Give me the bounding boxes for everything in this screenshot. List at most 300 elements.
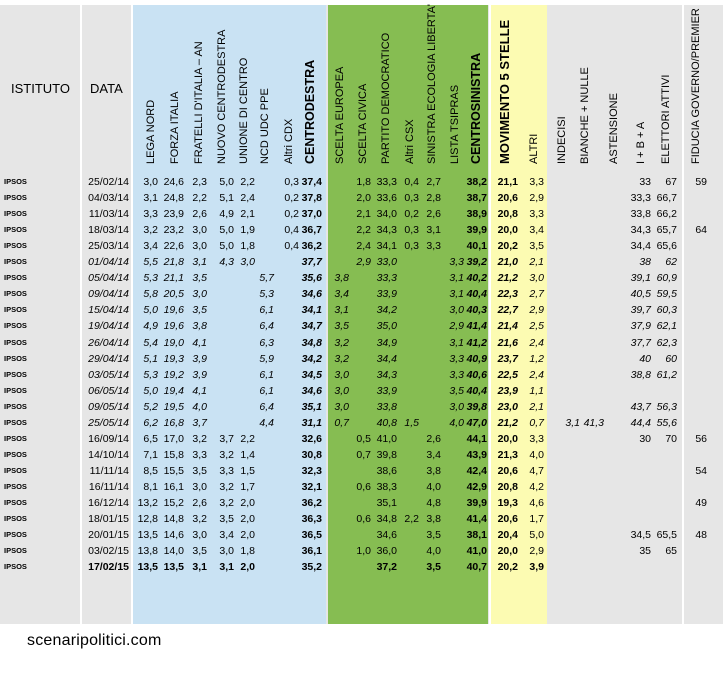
column-header-pd: PARTITO DEMOCRATICO (380, 32, 392, 164)
cell-m5s: 21,4 (497, 320, 518, 333)
cell-lega: 13,8 (137, 545, 158, 558)
cell-tsipras: 2,9 (449, 320, 464, 333)
cell-altricsx: 0,2 (404, 208, 419, 221)
row-date: 06/05/14 (88, 384, 129, 397)
cell-udc: 2,0 (240, 529, 255, 542)
cell-lega: 3,1 (143, 192, 158, 205)
column-header-fi: FORZA ITALIA (169, 91, 181, 164)
row-date: 03/02/15 (88, 545, 129, 558)
column-header-sceu: SCELTA EUROPEA (334, 66, 346, 164)
cell-fid: 48 (695, 529, 707, 542)
cell-scc: 0,7 (356, 448, 371, 461)
cell-m5s: 23,0 (497, 400, 518, 413)
cell-cdx: 34,8 (301, 336, 322, 349)
cell-iba: 39,1 (630, 272, 651, 285)
cell-m5s: 23,7 (497, 352, 518, 365)
cell-sceu: 3,0 (334, 384, 349, 397)
cell-csx: 40,9 (466, 352, 487, 365)
cell-altri: 4,0 (529, 448, 544, 461)
row-date: 01/04/14 (88, 256, 129, 269)
cell-fdi: 4,0 (192, 400, 207, 413)
cell-m5s: 22,7 (497, 304, 518, 317)
cell-cdx: 32,1 (301, 480, 322, 493)
row-date: 19/04/14 (88, 320, 129, 333)
row-istituto: IPSOS (4, 562, 27, 572)
cell-m5s: 20,8 (497, 480, 518, 493)
cell-sel: 3,4 (426, 448, 441, 461)
cell-sel: 3,5 (426, 561, 441, 574)
cell-ncd: 3,2 (219, 497, 234, 509)
cell-fi: 17,0 (163, 432, 184, 445)
cell-ast: 41,3 (583, 416, 604, 429)
cell-m5s: 20,8 (497, 208, 518, 221)
cell-ncdudc: 4,4 (259, 416, 274, 429)
cell-fi: 22,6 (163, 240, 184, 253)
cell-csx: 38,1 (466, 529, 487, 542)
cell-altri: 4,7 (529, 464, 544, 477)
cell-tsipras: 3,3 (449, 368, 464, 381)
column-header-altricsx: Altri CSX (404, 119, 416, 164)
row-date: 11/11/14 (89, 464, 129, 477)
cell-cdx: 34,6 (301, 288, 322, 301)
cell-ncdudc: 6,4 (259, 400, 274, 413)
row-istituto: IPSOS (4, 465, 27, 475)
cell-pd: 35,1 (376, 497, 397, 509)
cell-m5s: 20,6 (497, 513, 518, 526)
column-header-indecisi: INDECISI (556, 116, 568, 164)
cell-udc: 3,0 (240, 256, 255, 269)
row-istituto: IPSOS (4, 514, 27, 524)
column-header-att: ELETTORI ATTIVI (660, 74, 672, 164)
cell-m5s: 20,6 (497, 192, 518, 205)
cell-sceu: 3,4 (334, 288, 349, 301)
cell-fdi: 2,6 (192, 497, 207, 509)
cell-csx: 39,9 (466, 224, 487, 237)
cell-cdx: 35,2 (301, 561, 322, 574)
cell-cdx: 35,6 (301, 272, 322, 285)
cell-iba: 43,7 (630, 400, 651, 413)
cell-pd: 33,9 (376, 288, 397, 301)
cell-altri: 3,3 (529, 432, 544, 445)
cell-pd: 34,2 (376, 304, 397, 317)
column-header-ncd: NUOVO CENTRODESTRA (216, 29, 228, 164)
cell-fi: 14,6 (163, 529, 184, 542)
row-istituto: IPSOS (4, 337, 27, 347)
cell-tsipras: 3,1 (449, 336, 464, 349)
cell-sel: 4,0 (426, 545, 441, 558)
row-istituto: IPSOS (4, 225, 27, 235)
cell-fid: 54 (695, 464, 707, 477)
cell-fi: 15,2 (163, 497, 184, 509)
row-istituto: IPSOS (4, 498, 27, 507)
row-istituto: IPSOS (4, 209, 27, 219)
cell-sel: 4,0 (426, 480, 441, 493)
cell-ncd: 3,0 (219, 545, 234, 558)
cell-csx: 47,0 (466, 416, 487, 429)
cell-udc: 2,2 (240, 432, 255, 445)
row-istituto: IPSOS (4, 193, 27, 203)
cell-csx: 39,8 (466, 400, 487, 413)
cell-m5s: 20,0 (497, 432, 518, 445)
cell-att: 59,5 (656, 288, 677, 301)
cell-csx: 44,1 (466, 432, 487, 445)
row-istituto: IPSOS (4, 257, 27, 267)
cell-att: 65,5 (656, 529, 677, 542)
cell-sel: 3,1 (426, 224, 441, 237)
cell-csx: 38,7 (466, 192, 487, 205)
cell-att: 65 (665, 545, 677, 558)
cell-m5s: 20,2 (497, 561, 518, 574)
cell-pd: 39,8 (376, 448, 397, 461)
centrosinistra-band (328, 5, 488, 624)
cell-cdx: 37,8 (301, 192, 322, 205)
cell-fi: 23,9 (163, 208, 184, 221)
row-date: 16/12/14 (88, 497, 129, 509)
row-date: 14/10/14 (88, 448, 129, 461)
column-separator (131, 5, 133, 624)
cell-altricdx: 0,3 (284, 176, 299, 188)
row-date: 17/02/15 (88, 561, 129, 574)
cell-csx: 43,9 (466, 448, 487, 461)
cell-m5s: 21,0 (497, 256, 518, 269)
cell-ncdudc: 6,3 (259, 336, 274, 349)
cell-altri: 2,4 (529, 336, 544, 349)
cell-cdx: 36,7 (301, 224, 322, 237)
row-date: 26/04/14 (88, 336, 129, 349)
cell-fdi: 3,3 (192, 448, 207, 461)
cell-udc: 1,7 (240, 480, 255, 493)
cell-udc: 2,4 (240, 192, 255, 205)
cell-altri: 2,1 (529, 400, 544, 413)
cell-ncd: 3,4 (219, 529, 234, 542)
cell-pd: 38,6 (376, 464, 397, 477)
cell-pd: 36,0 (376, 545, 397, 558)
cell-iba: 34,3 (630, 224, 651, 237)
cell-udc: 2,1 (240, 208, 255, 221)
cell-fdi: 3,5 (192, 272, 207, 285)
cell-cdx: 32,3 (301, 464, 322, 477)
cell-csx: 42,9 (466, 480, 487, 493)
cell-udc: 1,4 (240, 448, 255, 461)
cell-fi: 14,0 (163, 545, 184, 558)
cell-csx: 41,2 (466, 336, 487, 349)
column-header-sel: SINISTRA ECOLOGIA LIBERTA' (426, 3, 438, 164)
cell-iba: 39,7 (630, 304, 651, 317)
column-header-iba: I + B + A (635, 121, 647, 164)
cell-pd: 34,9 (376, 336, 397, 349)
cell-fi: 24,8 (163, 192, 184, 205)
cell-fdi: 3,5 (192, 545, 207, 558)
cell-lega: 13,5 (137, 561, 158, 574)
cell-att: 60,9 (656, 272, 677, 285)
cell-altri: 4,2 (529, 480, 544, 493)
cell-pd: 34,6 (376, 529, 397, 542)
cell-pd: 33,3 (376, 272, 397, 285)
cell-pd: 37,2 (376, 561, 397, 574)
column-header-scc: SCELTA CIVICA (357, 83, 369, 164)
cell-ncdudc: 6,1 (259, 304, 274, 317)
cell-csx: 38,9 (466, 208, 487, 221)
cell-pd: 34,1 (376, 240, 397, 253)
row-date: 25/03/14 (88, 240, 129, 253)
row-date: 09/04/14 (88, 288, 129, 301)
cell-pd: 33,8 (376, 400, 397, 413)
cell-scc: 0,5 (356, 432, 371, 445)
row-istituto: IPSOS (4, 546, 27, 556)
cell-iba: 35 (639, 545, 651, 558)
cell-altricdx: 0,4 (284, 224, 299, 237)
cell-m5s: 22,5 (497, 368, 518, 381)
cell-pd: 41,0 (376, 432, 397, 445)
cell-fi: 19,4 (163, 384, 184, 397)
cell-sel: 3,8 (426, 464, 441, 477)
row-date: 25/02/14 (88, 176, 129, 188)
cell-scc: 2,1 (356, 208, 371, 221)
cell-udc: 2,0 (240, 497, 255, 509)
cell-sel: 2,7 (426, 176, 441, 188)
cell-udc: 1,8 (240, 240, 255, 253)
cell-iba: 30 (639, 432, 651, 445)
cell-fdi: 3,7 (192, 416, 207, 429)
cell-cdx: 37,0 (301, 208, 322, 221)
cell-fi: 24,6 (163, 176, 184, 188)
cell-udc: 1,5 (240, 464, 255, 477)
cell-sel: 2,6 (426, 208, 441, 221)
cell-fi: 21,8 (163, 256, 184, 269)
column-header-lega: LEGA NORD (145, 99, 157, 164)
cell-ncd: 3,2 (219, 448, 234, 461)
cell-altricsx: 0,4 (404, 176, 419, 188)
cell-scc: 1,8 (356, 176, 371, 188)
cell-lega: 7,1 (143, 448, 158, 461)
cell-scc: 1,0 (356, 545, 371, 558)
cell-altricdx: 0,2 (284, 192, 299, 205)
cell-sel: 3,5 (426, 529, 441, 542)
cell-tsipras: 3,0 (449, 304, 464, 317)
cell-altricsx: 2,2 (404, 513, 419, 526)
cell-altricdx: 0,4 (284, 240, 299, 253)
cell-tsipras: 4,0 (449, 416, 464, 429)
cell-fi: 15,8 (163, 448, 184, 461)
cell-csx: 39,9 (466, 497, 487, 509)
cell-att: 62 (665, 256, 677, 269)
cell-fi: 19,6 (163, 304, 184, 317)
cell-fi: 13,5 (163, 561, 184, 574)
cell-ncd: 4,9 (219, 208, 234, 221)
cell-pd: 38,3 (376, 480, 397, 493)
cell-cdx: 32,6 (301, 432, 322, 445)
row-istituto: IPSOS (4, 321, 27, 331)
column-header-cdx: CENTRODESTRA (303, 59, 317, 164)
cell-lega: 3,0 (143, 176, 158, 188)
cell-scc: 0,6 (356, 513, 371, 526)
cell-sceu: 0,7 (334, 416, 349, 429)
cell-iba: 38 (639, 256, 651, 269)
cell-ncdudc: 6,1 (259, 384, 274, 397)
cell-ncd: 3,1 (219, 561, 234, 574)
cell-m5s: 19,3 (497, 497, 518, 509)
cell-fdi: 2,6 (192, 208, 207, 221)
cell-fi: 20,5 (163, 288, 184, 301)
cell-udc: 2,2 (240, 176, 255, 188)
cell-altri: 2,9 (529, 545, 544, 558)
cell-sceu: 3,1 (334, 304, 349, 317)
cell-pd: 40,8 (376, 416, 397, 429)
cell-tsipras: 3,1 (449, 272, 464, 285)
cell-m5s: 21,6 (497, 336, 518, 349)
cell-pd: 34,0 (376, 208, 397, 221)
cell-fi: 21,1 (163, 272, 184, 285)
cell-csx: 38,2 (466, 176, 487, 188)
cell-pd: 34,4 (376, 352, 397, 365)
cell-m5s: 21,3 (497, 448, 518, 461)
cell-csx: 40,4 (466, 384, 487, 397)
row-date: 16/09/14 (88, 432, 129, 445)
cell-lega: 4,9 (143, 320, 158, 333)
cell-pd: 33,6 (376, 192, 397, 205)
cell-csx: 42,4 (466, 464, 487, 477)
cell-altri: 5,0 (529, 529, 544, 542)
cell-sel: 3,8 (426, 513, 441, 526)
cell-sceu: 3,0 (334, 400, 349, 413)
cell-pd: 34,3 (376, 224, 397, 237)
cell-iba: 37,7 (630, 336, 651, 349)
cell-fid: 64 (695, 224, 707, 237)
cell-att: 62,3 (656, 336, 677, 349)
row-istituto: IPSOS (4, 385, 27, 395)
cell-iba: 34,5 (630, 529, 651, 542)
cell-udc: 2,0 (240, 513, 255, 526)
cell-sceu: 3,0 (334, 368, 349, 381)
row-date: 03/05/14 (88, 368, 129, 381)
cell-lega: 5,2 (143, 400, 158, 413)
cell-cdx: 34,1 (301, 304, 322, 317)
cell-sel: 2,8 (426, 192, 441, 205)
cell-att: 70 (665, 432, 677, 445)
cell-m5s: 20,4 (497, 529, 518, 542)
column-separator (682, 5, 684, 624)
cell-cdx: 31,1 (301, 416, 322, 429)
cell-att: 67 (665, 176, 677, 188)
cell-lega: 3,4 (143, 240, 158, 253)
cell-ncd: 5,0 (219, 224, 234, 237)
cell-tsipras: 3,5 (449, 384, 464, 397)
cell-att: 55,6 (656, 416, 677, 429)
cell-fi: 16,8 (163, 416, 184, 429)
cell-pd: 35,0 (376, 320, 397, 333)
cell-pd: 33,3 (376, 176, 397, 188)
cell-lega: 3,2 (143, 224, 158, 237)
cell-csx: 40,4 (466, 288, 487, 301)
cell-tsipras: 3,3 (449, 352, 464, 365)
cell-lega: 6,5 (143, 432, 158, 445)
cell-iba: 38,8 (630, 368, 651, 381)
cell-cdx: 34,5 (301, 368, 322, 381)
cell-lega: 12,8 (137, 513, 158, 526)
cell-altri: 0,7 (529, 416, 544, 429)
cell-ncd: 4,3 (219, 256, 234, 269)
row-istituto: IPSOS (4, 305, 27, 315)
cell-lega: 5,0 (143, 384, 158, 397)
cell-ncd: 3,3 (219, 464, 234, 477)
row-istituto: IPSOS (4, 481, 27, 491)
data-header: DATA (90, 81, 123, 96)
cell-cdx: 36,2 (301, 497, 322, 509)
row-istituto: IPSOS (4, 241, 27, 251)
row-date: 18/03/14 (88, 224, 129, 237)
cell-m5s: 22,3 (497, 288, 518, 301)
column-separator (489, 5, 491, 624)
cell-csx: 40,2 (466, 272, 487, 285)
cell-fdi: 3,9 (192, 368, 207, 381)
cell-lega: 6,2 (143, 416, 158, 429)
row-date: 15/04/14 (88, 304, 129, 317)
cell-fdi: 3,5 (192, 464, 207, 477)
cell-iba: 33,3 (630, 192, 651, 205)
cell-att: 60,3 (656, 304, 677, 317)
row-date: 20/01/15 (88, 529, 129, 542)
cell-csx: 39,2 (466, 256, 487, 269)
column-header-altri: ALTRI (528, 133, 540, 164)
cell-fid: 49 (695, 497, 707, 509)
cell-fi: 19,6 (163, 320, 184, 333)
cell-iba: 40 (639, 352, 651, 365)
cell-sceu: 3,5 (334, 320, 349, 333)
cell-fdi: 3,0 (192, 224, 207, 237)
cell-altri: 4,6 (529, 497, 544, 509)
cell-altricdx: 0,2 (284, 208, 299, 221)
cell-altri: 3,3 (529, 176, 544, 188)
column-header-m5s: MOVIMENTO 5 STELLE (497, 19, 512, 164)
cell-sel: 2,6 (426, 432, 441, 445)
cell-udc: 2,0 (240, 561, 255, 574)
cell-att: 60 (665, 352, 677, 365)
cell-altri: 2,1 (529, 256, 544, 269)
row-istituto: IPSOS (4, 273, 27, 283)
cell-fdi: 3,0 (192, 480, 207, 493)
column-header-fid: FIDUCIA GOVERNO/PREMIER (690, 8, 702, 164)
cell-lega: 5,8 (143, 288, 158, 301)
cell-scc: 2,4 (356, 240, 371, 253)
cell-cdx: 35,1 (301, 400, 322, 413)
row-date: 16/11/14 (88, 480, 129, 493)
cell-csx: 40,6 (466, 368, 487, 381)
cell-cdx: 30,8 (301, 448, 322, 461)
cell-altri: 3,3 (529, 208, 544, 221)
row-date: 29/04/14 (88, 352, 129, 365)
column-separator (80, 5, 82, 624)
cell-cdx: 34,6 (301, 384, 322, 397)
istituto-header: ISTITUTO (11, 81, 70, 96)
cell-altri: 2,4 (529, 368, 544, 381)
cell-lega: 5,1 (143, 352, 158, 365)
cell-att: 65,7 (656, 224, 677, 237)
cell-fdi: 4,1 (192, 384, 207, 397)
cell-altri: 3,5 (529, 240, 544, 253)
cell-att: 56,3 (656, 400, 677, 413)
cell-pd: 34,8 (376, 513, 397, 526)
cell-altri: 3,9 (529, 561, 544, 574)
cell-altricsx: 0,3 (404, 224, 419, 237)
row-istituto: IPSOS (4, 369, 27, 379)
cell-fi: 19,5 (163, 400, 184, 413)
cell-ncd: 3,2 (219, 480, 234, 493)
column-header-ast: ASTENSIONE (608, 93, 620, 164)
row-date: 05/04/14 (88, 272, 129, 285)
cell-fi: 16,1 (163, 480, 184, 493)
cell-ncdudc: 6,1 (259, 368, 274, 381)
cell-ncd: 3,7 (219, 432, 234, 445)
